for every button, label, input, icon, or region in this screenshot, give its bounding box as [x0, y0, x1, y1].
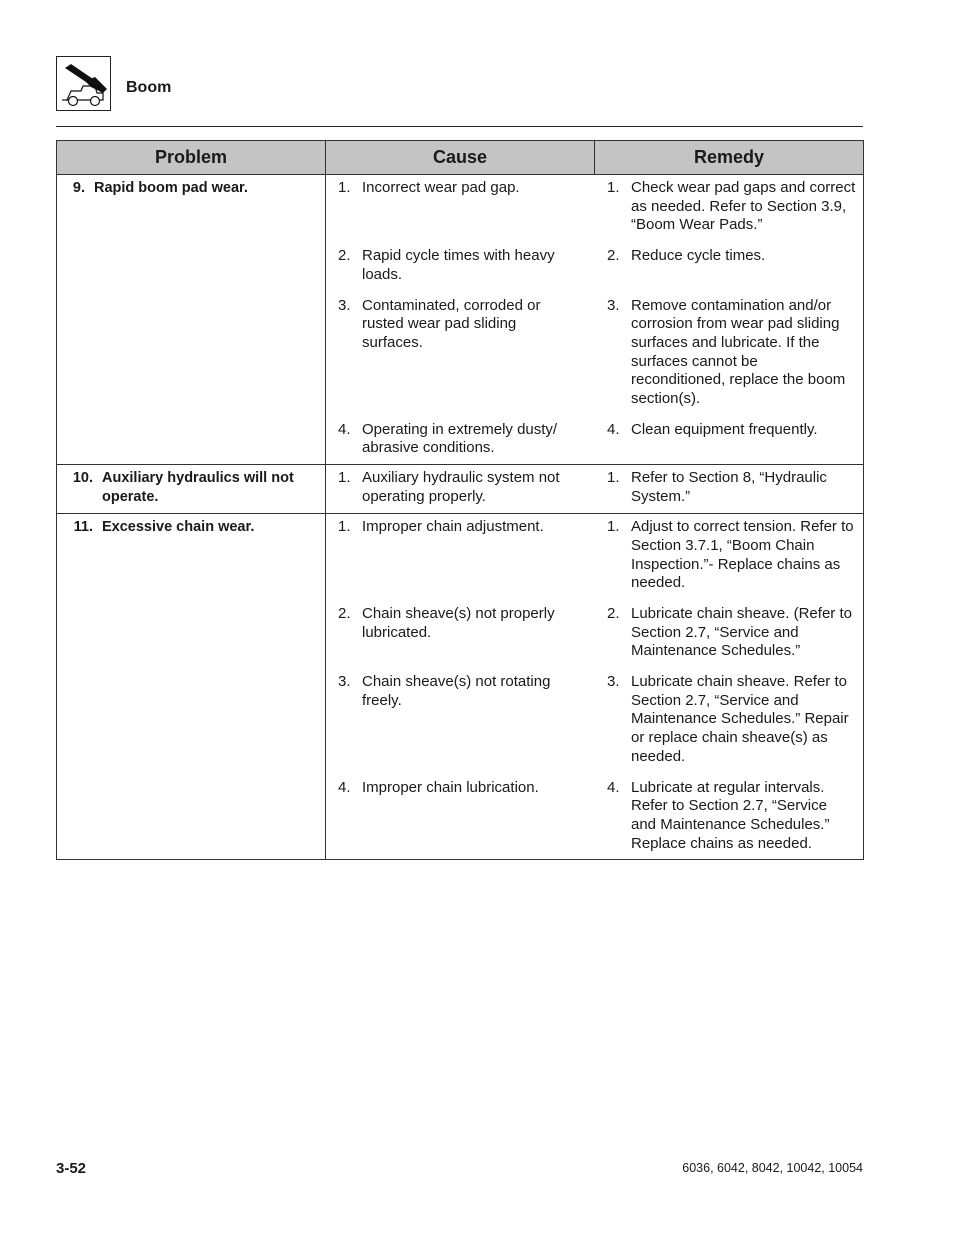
- remedy-number: 4.: [607, 420, 620, 438]
- remedy-text: Check wear pad gaps and correct as needed. Refer to Section 3.9, “Boom Wear Pads.”: [631, 179, 856, 234]
- cause-remedy-pair: [326, 605, 863, 661]
- problem-cell: [57, 514, 326, 860]
- cause-number: 4.: [338, 778, 351, 796]
- troubleshooting-table: [56, 140, 864, 860]
- cause-number: 1.: [338, 179, 351, 196]
- cause-text: Rapid cycle times with heavy loads.: [362, 247, 555, 283]
- remedy-number: 2.: [607, 604, 620, 622]
- problem-text: Rapid boom pad wear.: [94, 180, 248, 196]
- remedy-number: 1.: [607, 518, 620, 536]
- column-header-cause: Cause: [326, 141, 595, 175]
- remedy-text: Lubricate chain sheave. Refer to Section 2.7, “Service and Maintenance Schedules.” Repair or replace chain sheave(s) as needed.: [631, 673, 849, 765]
- cause-remedy-pair: [326, 518, 863, 593]
- cause-text: Incorrect wear pad gap.: [362, 179, 520, 196]
- remedy-text: Remove contamination and/or corrosion from wear pad sliding surfaces and lubricate. If the surfaces cannot be reconditioned, replace the boom section(s).: [631, 296, 846, 408]
- remedy-text: Adjust to correct tension. Refer to Section 3.7.1, “Boom Chain Inspection.”- Replace chains as needed.: [631, 518, 854, 592]
- cause-number: 1.: [338, 469, 351, 487]
- problem-number: 9.: [72, 180, 85, 196]
- cause-remedy-pair: [326, 779, 863, 854]
- column-header-problem: Problem: [57, 141, 326, 175]
- cause-remedy-pair: [326, 421, 863, 458]
- remedy-text: Clean equipment frequently.: [631, 420, 818, 438]
- cause-text: Improper chain adjustment.: [362, 518, 544, 536]
- remedy-number: 3.: [607, 296, 620, 314]
- problem-cell: [57, 465, 326, 514]
- cause-text: Operating in extremely dusty/ abrasive conditions.: [362, 420, 558, 457]
- header-divider: [56, 126, 863, 127]
- table-row: [57, 175, 864, 465]
- cause-number: 2.: [338, 247, 351, 265]
- model-numbers: 6036, 6042, 8042, 10042, 10054: [682, 1161, 863, 1175]
- cause-remedy-cell: [326, 514, 864, 860]
- remedy-text: Lubricate chain sheave. (Refer to Section 2.7, “Service and Maintenance Schedules.”: [631, 604, 852, 660]
- cause-remedy-pair: [326, 297, 863, 409]
- table-row: [57, 514, 864, 860]
- remedy-text: Lubricate at regular intervals. Refer to Section 2.7, “Service and Maintenance Schedules.” Replace chains as needed.: [631, 778, 830, 852]
- remedy-number: 3.: [607, 673, 620, 691]
- cause-text: Improper chain lubrication.: [362, 778, 539, 796]
- cause-remedy-pair: [326, 469, 863, 506]
- cause-text: Auxiliary hydraulic system not operating properly.: [362, 469, 560, 505]
- cause-text: Chain sheave(s) not properly lubricated.: [362, 604, 555, 641]
- cause-remedy-cell: [326, 465, 864, 514]
- section-title: Boom: [126, 79, 172, 96]
- cause-remedy-pair: [326, 179, 863, 235]
- problem-text: Auxiliary hydraulics will not operate.: [102, 470, 294, 506]
- problem-number: 11.: [73, 519, 93, 536]
- cause-number: 3.: [338, 673, 351, 691]
- remedy-number: 4.: [607, 778, 620, 796]
- cause-remedy-pair: [326, 673, 863, 767]
- page-number: 3-52: [56, 1160, 87, 1177]
- remedy-number: 1.: [607, 469, 620, 487]
- column-header-remedy: Remedy: [595, 141, 864, 175]
- remedy-text: Refer to Section 8, “Hydraulic System.”: [631, 469, 827, 505]
- problem-text: Excessive chain wear.: [102, 519, 255, 536]
- boom-telehandler-icon: [57, 57, 112, 112]
- problem-number: 10.: [72, 470, 93, 487]
- cause-remedy-cell: [326, 175, 864, 465]
- table-header-row: [57, 141, 864, 175]
- section-logo: [56, 56, 111, 111]
- cause-number: 3.: [338, 296, 351, 314]
- cause-number: 1.: [338, 518, 351, 536]
- remedy-number: 2.: [607, 247, 620, 265]
- cause-remedy-pair: [326, 247, 863, 284]
- cause-text: Chain sheave(s) not rotating freely.: [362, 673, 551, 709]
- table-row: [57, 465, 864, 514]
- cause-text: Contaminated, corroded or rusted wear pad sliding surfaces.: [362, 296, 541, 351]
- cause-number: 2.: [338, 604, 351, 622]
- remedy-text: Reduce cycle times.: [631, 247, 766, 265]
- remedy-number: 1.: [607, 179, 620, 196]
- cause-number: 4.: [338, 420, 351, 438]
- problem-cell: [57, 175, 326, 465]
